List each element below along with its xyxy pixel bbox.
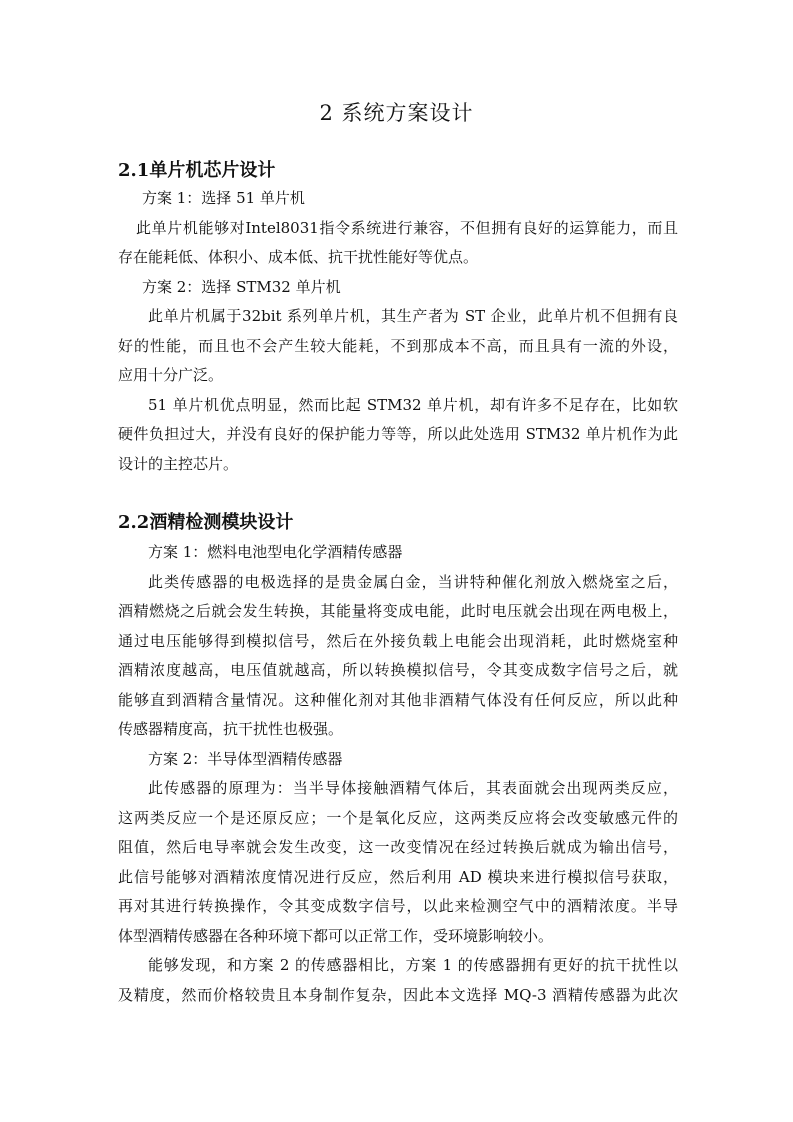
paragraph-line: 此传感器的原理为：当半导体接触酒精气体后，其表面就会出现两类反应， — [148, 779, 678, 797]
paragraph-line: 此信号能够对酒精浓度情况进行反应，然后利用 AD 模块来进行模拟信号获取， — [118, 867, 678, 886]
paragraph-line: 通过电压能够得到模拟信号，然后在外接负载上电能会出现消耗，此时燃烧室种 — [118, 631, 678, 650]
paragraph-line: 阻值，然后电导率就会发生改变，这一改变情况在经过转换后就成为输出信号， — [118, 838, 678, 856]
section-title-2-2: 2.2酒精检测模块设计 — [118, 512, 294, 533]
paragraph-line: 酒精燃烧之后就会发生转换，其能量将变成电能，此时电压就会出现在两电极上， — [118, 602, 678, 620]
paragraph-line: 及精度，然而价格较贵且本身制作复杂，因此本文选择 MQ-3 酒精传感器为此次 — [118, 985, 678, 1004]
paragraph-line: 存在能耗低、体积小、成本低、抗干扰性能好等优点。 — [118, 248, 479, 266]
paragraph-line: 此单片机属于32bit 系列单片机，其生产者为 ST 企业，此单片机不但拥有良 — [148, 307, 678, 325]
paragraph-line: 方案 2：选择 STM32 单片机 — [142, 277, 341, 296]
paragraph-line: 好的性能，而且也不会产生较大能耗，不到那成本不高，而且具有一流的外设， — [118, 336, 678, 355]
chapter-title: 2 系统方案设计 — [319, 101, 474, 125]
section-2-2-body — [118, 538, 678, 1010]
paragraph-line: 体型酒精传感器在各种环境下都可以正常工作，受环境影响较小。 — [118, 926, 554, 945]
paragraph-line: 方案 2：半导体型酒精传感器 — [148, 749, 343, 768]
paragraph-line: 51 单片机优点明显，然而比起 STM32 单片机，却有许多不足存在，比如软 — [148, 395, 678, 414]
section-2-1-body — [118, 184, 678, 479]
paragraph-line: 能够直到酒精含量情况。这种催化剂对其他非酒精气体没有任何反应，所以此种 — [118, 690, 678, 709]
paragraph-line: 此类传感器的电极选择的是贵金属白金，当讲特种催化剂放入燃烧室之后， — [148, 572, 678, 591]
paragraph-line: 酒精浓度越高，电压值就越高，所以转换模拟信号，令其变成数字信号之后，就 — [118, 661, 678, 679]
paragraph-line: 传感器精度高，抗干扰性也极强。 — [118, 720, 344, 738]
paragraph-line: 设计的主控芯片。 — [118, 454, 239, 473]
paragraph-line: 方案 1：选择 51 单片机 — [142, 189, 305, 207]
section-title-2-1: 2.1单片机芯片设计 — [118, 160, 276, 181]
paragraph-line: 硬件负担过大，并没有良好的保护能力等等，所以此处选用 STM32 单片机作为此 — [118, 425, 678, 443]
paragraph-line: 能够发现，和方案 2 的传感器相比，方案 1 的传感器拥有更好的抗干扰性以 — [148, 956, 678, 974]
paragraph-line: 方案 1：燃料电池型电化学酒精传感器 — [148, 543, 403, 561]
paragraph-line: 应用十分广泛。 — [118, 366, 224, 384]
paragraph-line: 这两类反应一个是还原反应；一个是氧化反应，这两类反应将会改变敏感元件的 — [118, 808, 678, 827]
paragraph-line: 此单片机能够对Intel8031指令系统进行兼容，不但拥有良好的运算能力，而且 — [136, 218, 678, 237]
paragraph-line: 再对其进行转换操作，令其变成数字信号，以此来检测空气中的酒精浓度。半导 — [118, 897, 678, 915]
